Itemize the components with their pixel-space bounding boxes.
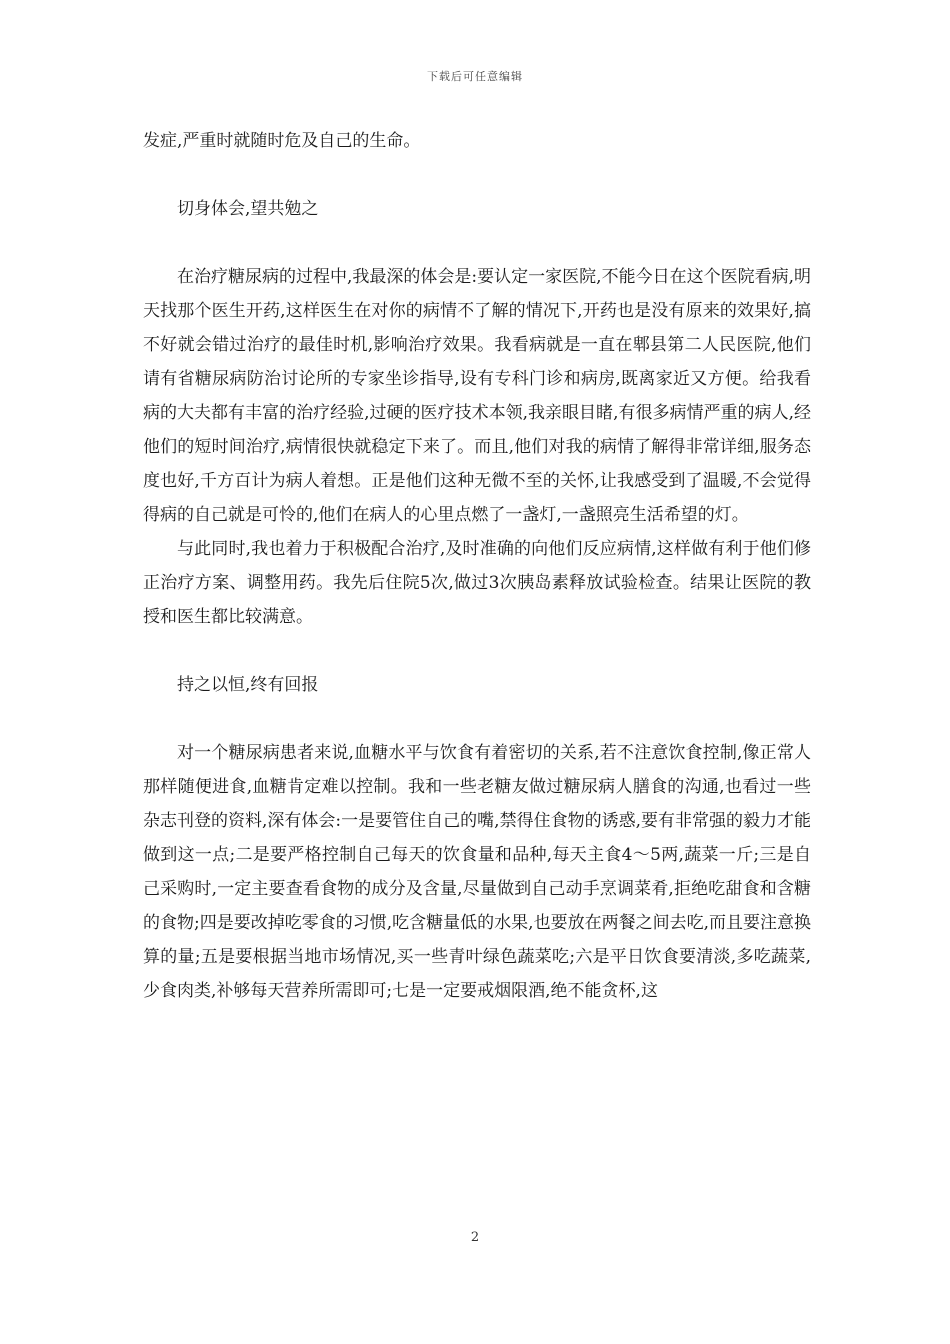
section-heading-perseverance: 持之以恒,终有回报 [177,675,319,695]
page-number: 2 [470,1230,480,1245]
paragraph-diet-control: 对一个糖尿病患者来说,血糖水平与饮食有着密切的关系,若不注意饮食控制,像正常人那样随便进食,血糖肯定难以控制。我和一些老糖友做过糖尿病人膳食的沟通,也看过一些杂志刊登的资料,深有体会:一是要管住自己的嘴,禁得住食物的诱惑,要有非常强的毅力才能做到这一点;二是要严格控制自己每天的饮食量和品种,每天主食4～5两,蔬菜一斤;三是自己采购时,一定主要查看食物的成分及含量,尽量做到自己动手烹调菜肴,拒绝吃甜食和含糖的食物;四是要改掉吃零食的习惯,吃含糖量低的水果,也要放在两餐之间去吃,而且要注意换算的量;五是要根据当地市场情况,买一些青叶绿色蔬菜吃;六是平日饮食要清淡,多吃蔬菜,少食肉类,补够每天营养所需即可;七是一定要戒烟限酒,绝不能贪杯,这 [143,743,811,1001]
paragraph-hospital-experience: 在治疗糖尿病的过程中,我最深的体会是:要认定一家医院,不能今日在这个医院看病,明天找那个医生开药,这样医生在对你的病情不了解的情况下,开药也是没有原来的效果好,搞不好就会错过治疗的最佳时机,影响治疗效果。我看病就是一直在郫县第二人民医院,他们请有省糖尿病防治讨论所的专家坐诊指导,设有专科门诊和病房,既离家近又方便。给我看病的大夫都有丰富的治疗经验,过硬的医疗技术本领,我亲眼目睹,有很多病情严重的病人,经他们的短时间治疗,病情很快就稳定下来了。而且,他们对我的病情了解得非常详细,服务态度也好,千方百计为病人着想。正是他们这种无微不至的关怀,让我感受到了温暖,不会觉得得病的自己就是可怜的,他们在病人的心里点燃了一盏灯,一盏照亮生活希望的灯。 [143,267,811,525]
document-body [143,124,811,1008]
page-header: 下载后可任意编辑 [427,70,523,83]
paragraph-continuation: 发症,严重时就随时危及自己的生命。 [143,131,421,151]
paragraph-cooperation: 与此同时,我也着力于积极配合治疗,及时准确的向他们反应病情,这样做有利于他们修正治疗方案、调整用药。我先后住院5次,做过3次胰岛素释放试验检查。结果让医院的教授和医生都比较满意。 [143,539,811,627]
section-heading-personal-experience: 切身体会,望共勉之 [177,199,319,219]
